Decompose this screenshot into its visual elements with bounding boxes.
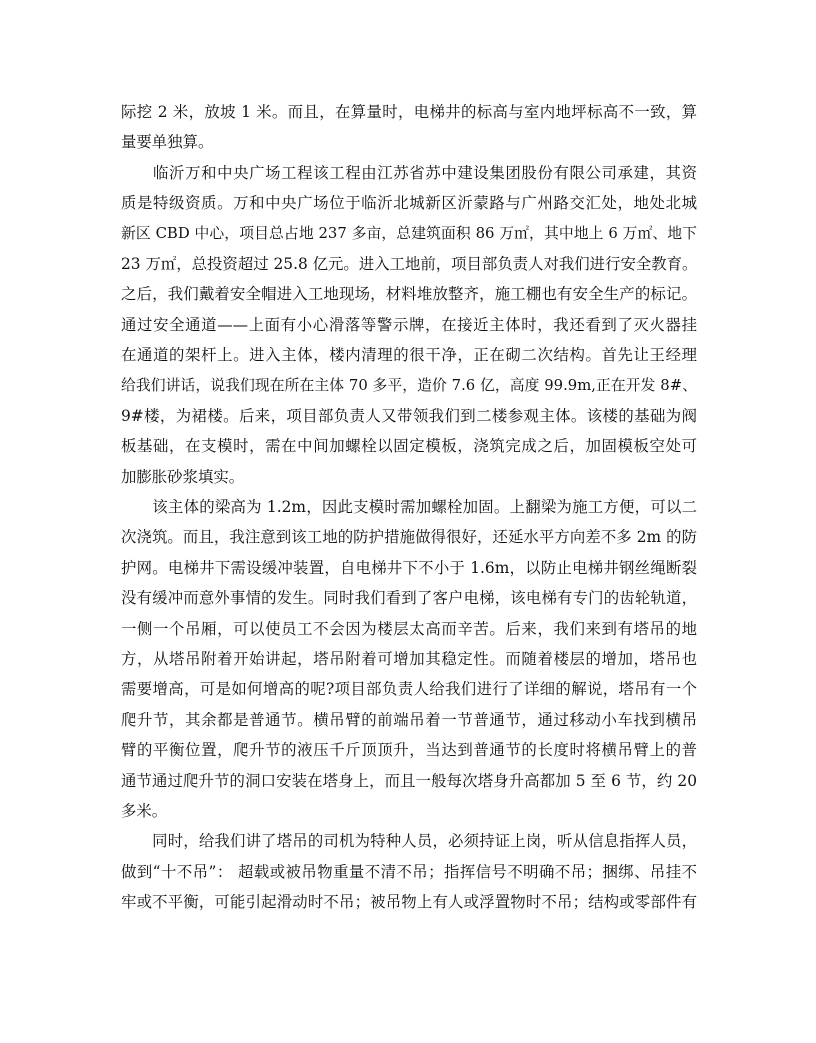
text-line: 加膨胀砂浆填实。 [121, 467, 245, 486]
paragraph-ten-no-lift-rules [121, 826, 697, 917]
text-line: 23 万㎡，总投资超过 25.8 亿元。进入工地前，项目部负责人对我们进行安全教育。 [121, 254, 698, 273]
text-line: 做到“十不吊”： 超载或被吊物重量不清不吊；指挥信号不明确不吊；捆绑、吊挂不 [121, 862, 697, 881]
text-line: 一侧一个吊厢，可以使员工不会因为楼层太高而辛苦。后来，我们来到有塔吊的地 [121, 619, 697, 638]
text-line: 护网。电梯井下需设缓冲装置，自电梯井下不小于 1.6m，以防止电梯井钢丝绳断裂 [121, 558, 697, 577]
text-line: 需要增高，可是如何增高的呢?项目部负责人给我们进行了详细的解说，塔吊有一个 [121, 680, 697, 699]
text-line: 给我们讲话，说我们现在所在主体 70 多平，造价 7.6 亿，高度 99.9m,正在开发 8#、 [121, 376, 697, 394]
text-line: 之后，我们戴着安全帽进入工地现场，材料堆放整齐，施工棚也有安全生产的标记。 [121, 285, 697, 304]
text-line: 质是特级资质。万和中央广场位于临沂北城新区沂蒙路与广州路交汇处，地处北城 [121, 194, 697, 213]
text-line: 新区 CBD 中心，项目总占地 237 多亩，总建筑面积 86 万㎡，其中地上 6 万㎡、地下 [121, 224, 697, 242]
text-line: 牢或不平衡，可能引起滑动时不吊；被吊物上有人或浮置物时不吊；结构或零部件有 [121, 893, 697, 912]
text-line: 通节通过爬升节的洞口安装在塔身上，而且一般每次塔身升高都加 5 至 6 节，约 20 [121, 771, 697, 790]
document-body [121, 97, 697, 918]
text-line: 际挖 2 米，放坡 1 米。而且，在算量时，电梯井的标高与室内地坪标高不一致，算 [121, 103, 697, 121]
text-line: 在通道的架杆上。进入主体，楼内清理的很干净，正在砌二次结构。首先让王经理 [121, 346, 697, 365]
text-line: 臂的平衡位置，爬升节的液压千斤顶顶升，当达到普通节的长度时将横吊臂上的普 [121, 741, 697, 760]
text-line: 爬升节，其余都是普通节。横吊臂的前端吊着一节普通节，通过移动小车找到横吊 [121, 710, 697, 729]
text-line: 板基础，在支模时，需在中间加螺栓以固定模板，浇筑完成之后，加固模板空处可 [121, 437, 697, 456]
text-line: 9#楼，为裙楼。后来，项目部负责人又带领我们到二楼参观主体。该楼的基础为阀 [121, 406, 697, 425]
paragraph-project-intro [121, 158, 697, 492]
text-line: 没有缓冲而意外事情的发生。同时我们看到了客户电梯，该电梯有专门的齿轮轨道， [121, 589, 697, 608]
text-line: 通过安全通道——上面有小心滑落等警示牌，在接近主体时，我还看到了灭火器挂 [121, 315, 697, 334]
text-line: 方，从塔吊附着开始讲起，塔吊附着可增加其稳定性。而随着楼层的增加，塔吊也 [121, 650, 697, 669]
text-line: 该主体的梁高为 1.2m，因此支模时需加螺栓加固。上翻梁为施工方便，可以二 [121, 498, 697, 517]
text-line: 次浇筑。而且，我注意到该工地的防护措施做得很好，还延水平方向差不多 2m 的防 [121, 528, 697, 547]
text-line: 临沂万和中央广场工程该工程由江苏省苏中建设集团股份有限公司承建，其资 [121, 163, 697, 182]
text-line: 量要单独算。 [121, 133, 214, 152]
paragraph-beam-and-tower-crane [121, 492, 697, 826]
text-line: 同时，给我们讲了塔吊的司机为特种人员，必须持证上岗，听从信息指挥人员， [121, 832, 697, 851]
text-line: 多米。 [121, 801, 168, 820]
paragraph-excavation [121, 97, 697, 158]
